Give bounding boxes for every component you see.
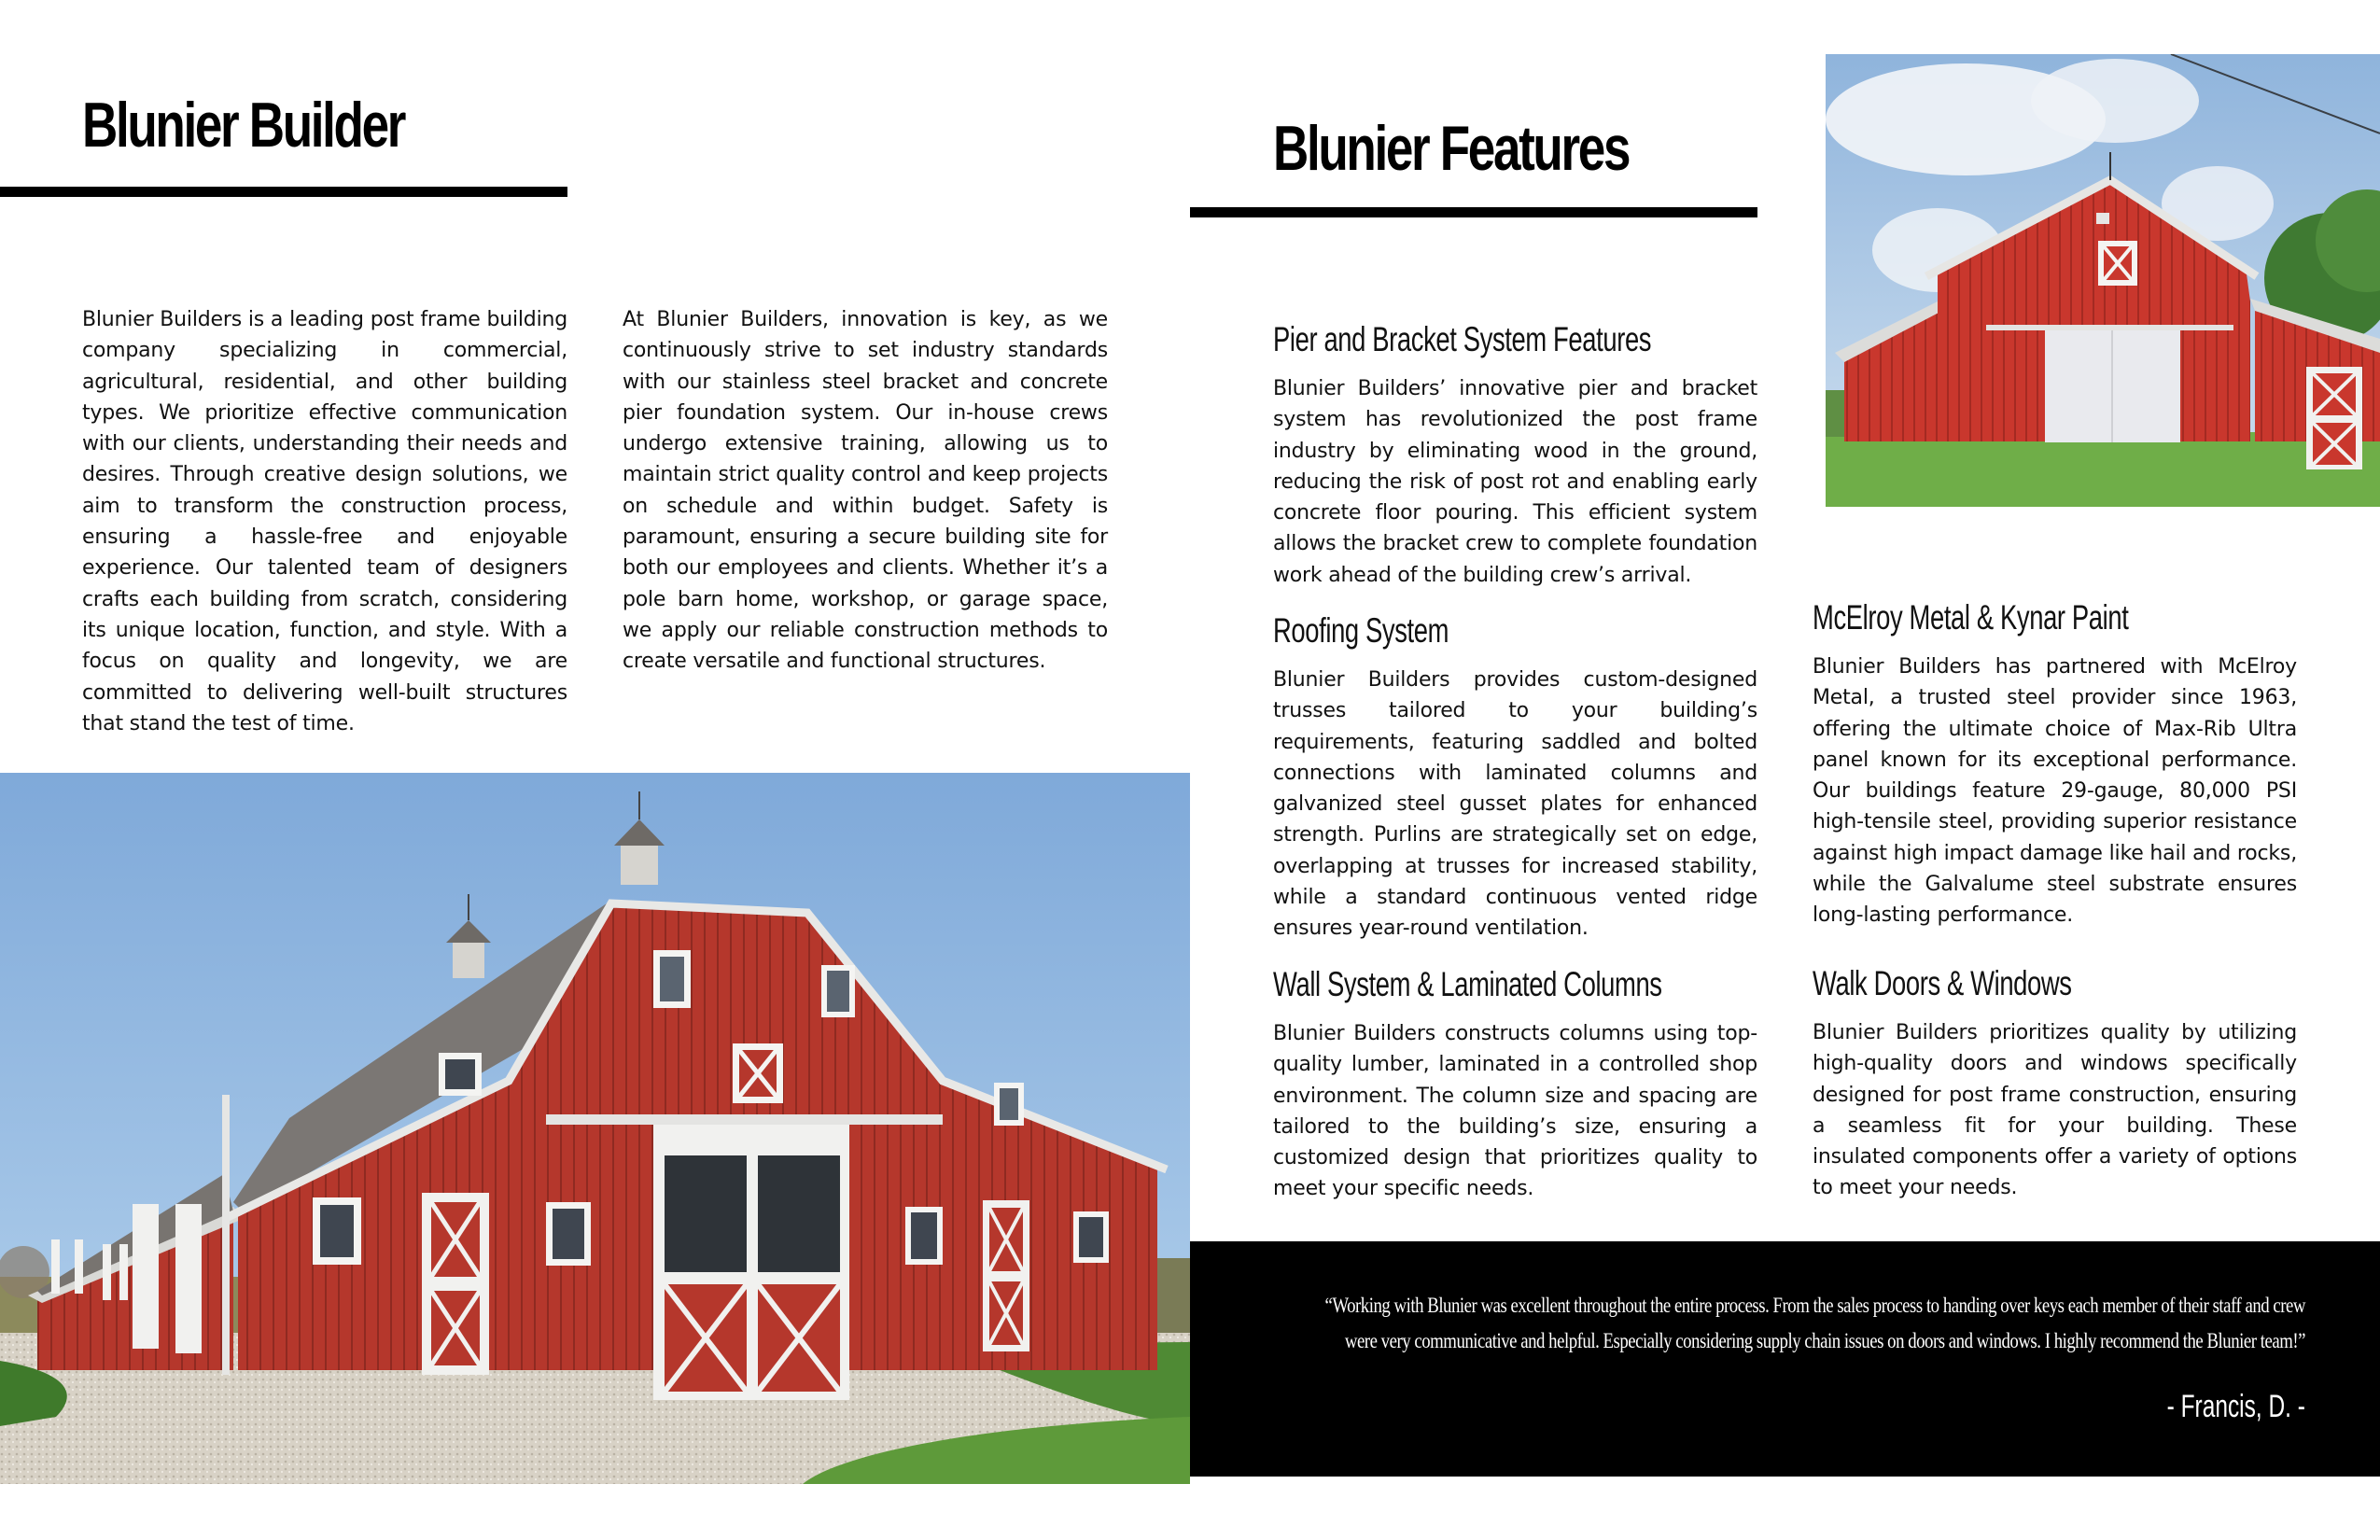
gambrel-barn-illustration bbox=[0, 773, 1190, 1484]
testimonial-box bbox=[1190, 1241, 2380, 1477]
feature-mcelroy-metal bbox=[1813, 600, 2297, 931]
testimonial-author: - Francis, D. - bbox=[2166, 1389, 2305, 1424]
page-title-right: Blunier Features bbox=[1273, 113, 1630, 184]
gable-barn-photo bbox=[1826, 54, 2380, 507]
feature-text: Blunier Builders prioritizes quality by utilizing high-quality doors and windows specifically designed for post frame construction, ensuring a seamless fit for your building. These insulated components offer a variety of options to meet your needs. bbox=[1813, 1021, 2297, 1200]
feature-heading: McElroy Metal & Kynar Paint bbox=[1813, 598, 2129, 637]
intro-paragraph-2: At Blunier Builders, innovation is key, as we continuously strive to set industry standards with our stainless steel bracket and concrete pier foundation system. Our in-house crews undergo extensive training, allowing us to maintain strict quality control and keep projects on schedule and within budget. Safety is paramount, ensuring a secure building site for both our employees and clients. Whether it’s a pole barn home, workshop, or garage space, we apply our reliable construction methods to create versatile and functional structures. bbox=[623, 308, 1108, 674]
title-rule-right bbox=[1190, 207, 1757, 217]
feature-heading: Wall System & Laminated Columns bbox=[1273, 965, 1662, 1003]
feature-text: Blunier Builders’ innovative pier and bracket system has revolutionized the post frame industry by eliminating wood in the ground, reducing the risk of post rot and enabling early concrete floor pouring. This efficient system allows the bracket crew to complete foundation work ahead of the building crew’s arrival. bbox=[1273, 377, 1757, 587]
feature-heading: Walk Doors & Windows bbox=[1813, 964, 2072, 1002]
testimonial-quote: “Working with Blunier was excellent throughout the entire process. From the sales process to handing over keys each member of their staff and crew were very communicative and helpful. Especially considering supply chain issues on doors and windows. I highly recommend the Blunier team!” bbox=[1324, 1294, 2305, 1353]
feature-wall-system bbox=[1273, 967, 1757, 1205]
feature-heading: Pier and Bracket System Features bbox=[1273, 320, 1652, 358]
feature-heading: Roofing System bbox=[1273, 611, 1449, 650]
gable-barn-illustration bbox=[1826, 54, 2380, 507]
gambrel-barn-photo bbox=[0, 773, 1190, 1484]
feature-text: Blunier Builders constructs columns using top-quality lumber, laminated in a controlled shop environment. The column size and spacing are tailored to the building’s size, ensuring a customized design that prioritizes quality to meet your specific needs. bbox=[1273, 1022, 1757, 1201]
title-rule-left bbox=[0, 187, 567, 197]
feature-pier-bracket bbox=[1273, 322, 1757, 591]
feature-roofing bbox=[1273, 613, 1757, 945]
feature-text: Blunier Builders provides custom-designed trusses tailored to your building’s requirements, featuring saddled and bolted connections with laminated columns and galvanized steel gusset plates for enhanced strength. Purlins are strategically set on edge, overlapping at trusses for increased stability, while a standard continuous vented ridge ensures year-round ventilation. bbox=[1273, 668, 1757, 941]
intro-paragraph-1: Blunier Builders is a leading post frame building company specializing in commercial, agricultural, residential, and other building types. We prioritize effective communication with our clients, understanding their needs and desires. Through creative design solutions, we aim to transform the construction process, ensuring a hassle-free and enjoyable experience. Our talented team of designers crafts each building from scratch, considering its unique location, function, and style. With a focus on quality and longevity, we are committed to delivering well-built structures that stand the test of time. bbox=[82, 308, 567, 735]
page-title-left: Blunier Builder bbox=[82, 90, 405, 161]
feature-text: Blunier Builders has partnered with McElroy Metal, a trusted steel provider since 1963, offering the ultimate choice of Max-Rib Ultra panel known for its exceptional performance. Our buildings feature 29-gauge, 80,000 PSI high-tensile steel, providing superior resistance against high impact damage like hail and rocks, while the Galvalume steel substrate ensures long-lasting performance. bbox=[1813, 655, 2297, 928]
feature-walk-doors bbox=[1813, 966, 2297, 1204]
